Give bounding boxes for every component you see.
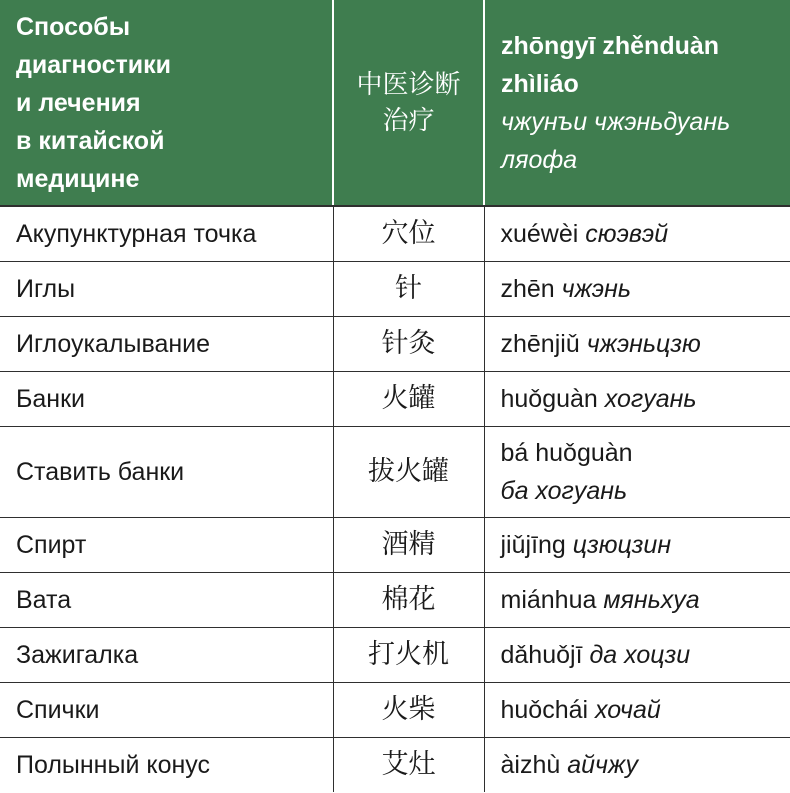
header-translit-line: чжунъи чжэньдуань	[501, 107, 731, 136]
transliteration: чжэнь	[561, 274, 632, 303]
pinyin: jiǔjīng	[500, 530, 566, 559]
transliteration: сюэвэй	[585, 219, 669, 248]
transliteration: чжэньцзю	[586, 329, 701, 358]
pronunciation-cell	[484, 572, 790, 627]
header-translit-line: ляофа	[501, 145, 578, 174]
russian-term: Спирт	[0, 517, 333, 572]
chinese-term: 拔火罐	[333, 426, 484, 517]
pronunciation-cell	[484, 371, 790, 426]
transliteration: мяньхуа	[603, 585, 700, 614]
pinyin: bá huǒguàn	[500, 438, 633, 467]
chinese-term: 艾灶	[333, 737, 484, 792]
pinyin: miánhua	[500, 585, 597, 614]
header-pinyin-line: zhìliáo	[501, 69, 579, 98]
transliteration: да хоцзи	[589, 640, 691, 669]
pinyin: xuéwèi	[500, 219, 579, 248]
russian-term: Акупунктурная точка	[0, 206, 333, 261]
header-line: диагностики	[16, 50, 171, 79]
pronunciation-cell	[484, 627, 790, 682]
transliteration: айчжу	[567, 750, 638, 779]
table-row	[0, 517, 790, 572]
russian-term: Ставить банки	[0, 426, 333, 517]
header-pronunciation	[484, 0, 790, 206]
header-pinyin-line: zhōngyī zhěnduàn	[501, 31, 720, 60]
table-row	[0, 572, 790, 627]
table-row	[0, 206, 790, 261]
russian-term: Вата	[0, 572, 333, 627]
russian-term: Иглы	[0, 261, 333, 316]
transliteration: хогуань	[604, 384, 697, 413]
chinese-term: 火罐	[333, 371, 484, 426]
russian-term: Спички	[0, 682, 333, 737]
table-row	[0, 627, 790, 682]
transliteration: хочай	[595, 695, 661, 724]
header-line: Способы	[16, 12, 131, 41]
header-line: медицине	[16, 164, 140, 193]
table-body	[0, 206, 790, 792]
russian-term: Полынный конус	[0, 737, 333, 792]
pinyin: zhēn	[500, 274, 555, 303]
pronunciation-cell	[484, 206, 790, 261]
transliteration: ба хогуань	[500, 476, 628, 505]
chinese-term: 穴位	[333, 206, 484, 261]
header-line: и лечения	[16, 88, 141, 117]
transliteration: цзюцзин	[572, 530, 672, 559]
table-row	[0, 261, 790, 316]
chinese-term: 针	[333, 261, 484, 316]
chinese-term: 针灸	[333, 316, 484, 371]
pinyin: àizhù	[500, 750, 561, 779]
pronunciation-cell	[484, 737, 790, 792]
pronunciation-cell	[484, 517, 790, 572]
pronunciation-cell	[484, 261, 790, 316]
chinese-term: 打火机	[333, 627, 484, 682]
pinyin: dǎhuǒjī	[500, 640, 583, 669]
pinyin: huǒchái	[500, 695, 589, 724]
chinese-term: 棉花	[333, 572, 484, 627]
table-row	[0, 316, 790, 371]
header-line: в китайской	[16, 126, 165, 155]
table-header	[0, 0, 790, 206]
pronunciation-cell	[484, 316, 790, 371]
russian-term: Зажигалка	[0, 627, 333, 682]
pinyin: huǒguàn	[500, 384, 598, 413]
chinese-term: 火柴	[333, 682, 484, 737]
header-line: 中医诊断	[356, 69, 461, 100]
table-row	[0, 371, 790, 426]
header-chinese	[333, 0, 484, 206]
table-row	[0, 426, 790, 517]
russian-term: Банки	[0, 371, 333, 426]
pronunciation-cell	[484, 426, 790, 517]
pinyin: zhēnjiǔ	[500, 329, 580, 358]
header-russian-term	[0, 0, 333, 206]
header-line: 治疗	[382, 105, 435, 136]
table-row	[0, 682, 790, 737]
pronunciation-cell	[484, 682, 790, 737]
chinese-term: 酒精	[333, 517, 484, 572]
table-row	[0, 737, 790, 792]
russian-term: Иглоукалывание	[0, 316, 333, 371]
